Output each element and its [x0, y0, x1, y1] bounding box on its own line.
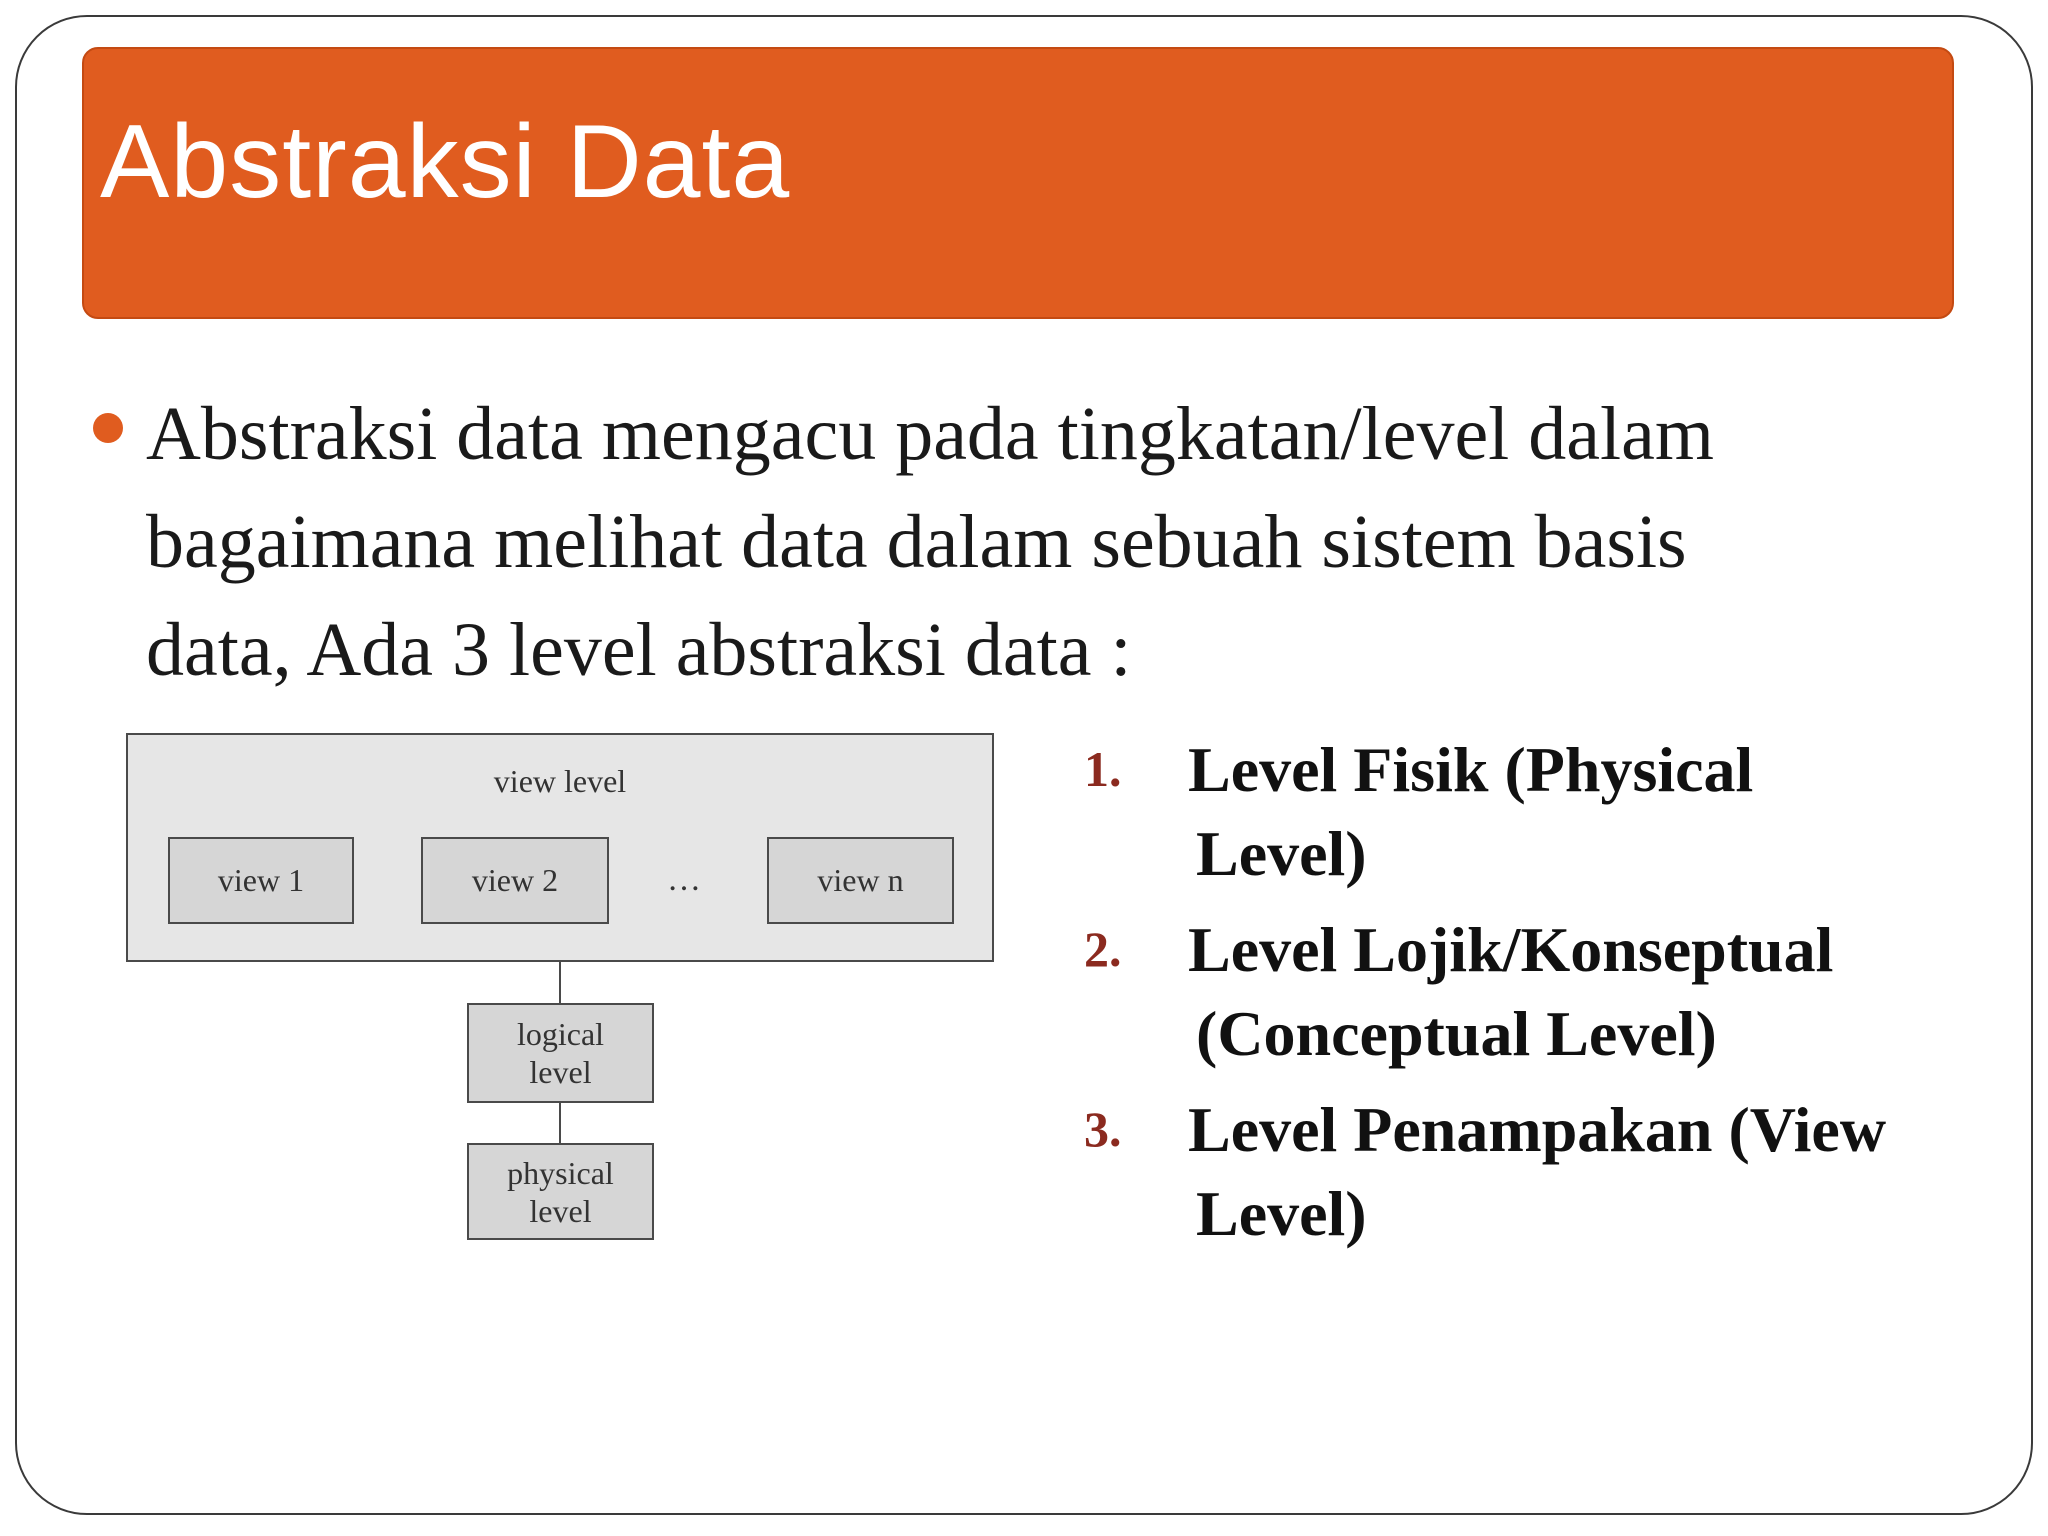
list-item [1080, 1088, 1980, 1256]
view-2-box: view 2 [421, 837, 609, 924]
abstraction-level-list [1080, 728, 1980, 1268]
list-item-line: Level Lojik/Konseptual [1188, 914, 1834, 985]
list-number: 2. [1084, 921, 1122, 977]
bullet-line: bagaimana melihat data dalam sebuah sistem basis [146, 500, 1687, 584]
list-item [1080, 728, 1980, 896]
list-item [1080, 908, 1980, 1076]
physical-level-label-line1: physical [507, 1154, 614, 1191]
physical-level-label-line2: level [529, 1192, 592, 1229]
logical-level-label-line2: level [529, 1054, 592, 1090]
list-number: 1. [1084, 741, 1122, 797]
list-item-line: Level) [1196, 818, 1367, 889]
physical-level-box [467, 1143, 654, 1240]
bullet-line: data, Ada 3 level abstraksi data : [146, 608, 1132, 692]
logical-level-box [467, 1003, 654, 1103]
views-ellipsis: … [667, 861, 705, 898]
slide-title: Abstraksi Data [100, 104, 791, 220]
view-1-box: view 1 [168, 837, 354, 924]
list-number: 3. [1084, 1101, 1122, 1157]
list-item-line: Level) [1196, 1178, 1367, 1249]
list-item-line: (Conceptual Level) [1196, 998, 1717, 1069]
view-level-label: view level [493, 763, 627, 799]
list-item-line: Level Fisik (Physical [1188, 734, 1754, 805]
logical-level-label-line1: logical [516, 1016, 605, 1052]
bullet-paragraph [146, 380, 1926, 704]
bullet-dot-icon [93, 413, 123, 443]
view-n-box: view n [767, 837, 954, 924]
list-item-line: Level Penampakan (View [1188, 1094, 1887, 1165]
abstraction-levels-diagram [126, 733, 994, 1240]
bullet-line: Abstraksi data mengacu pada tingkatan/level dalam [146, 392, 1714, 476]
